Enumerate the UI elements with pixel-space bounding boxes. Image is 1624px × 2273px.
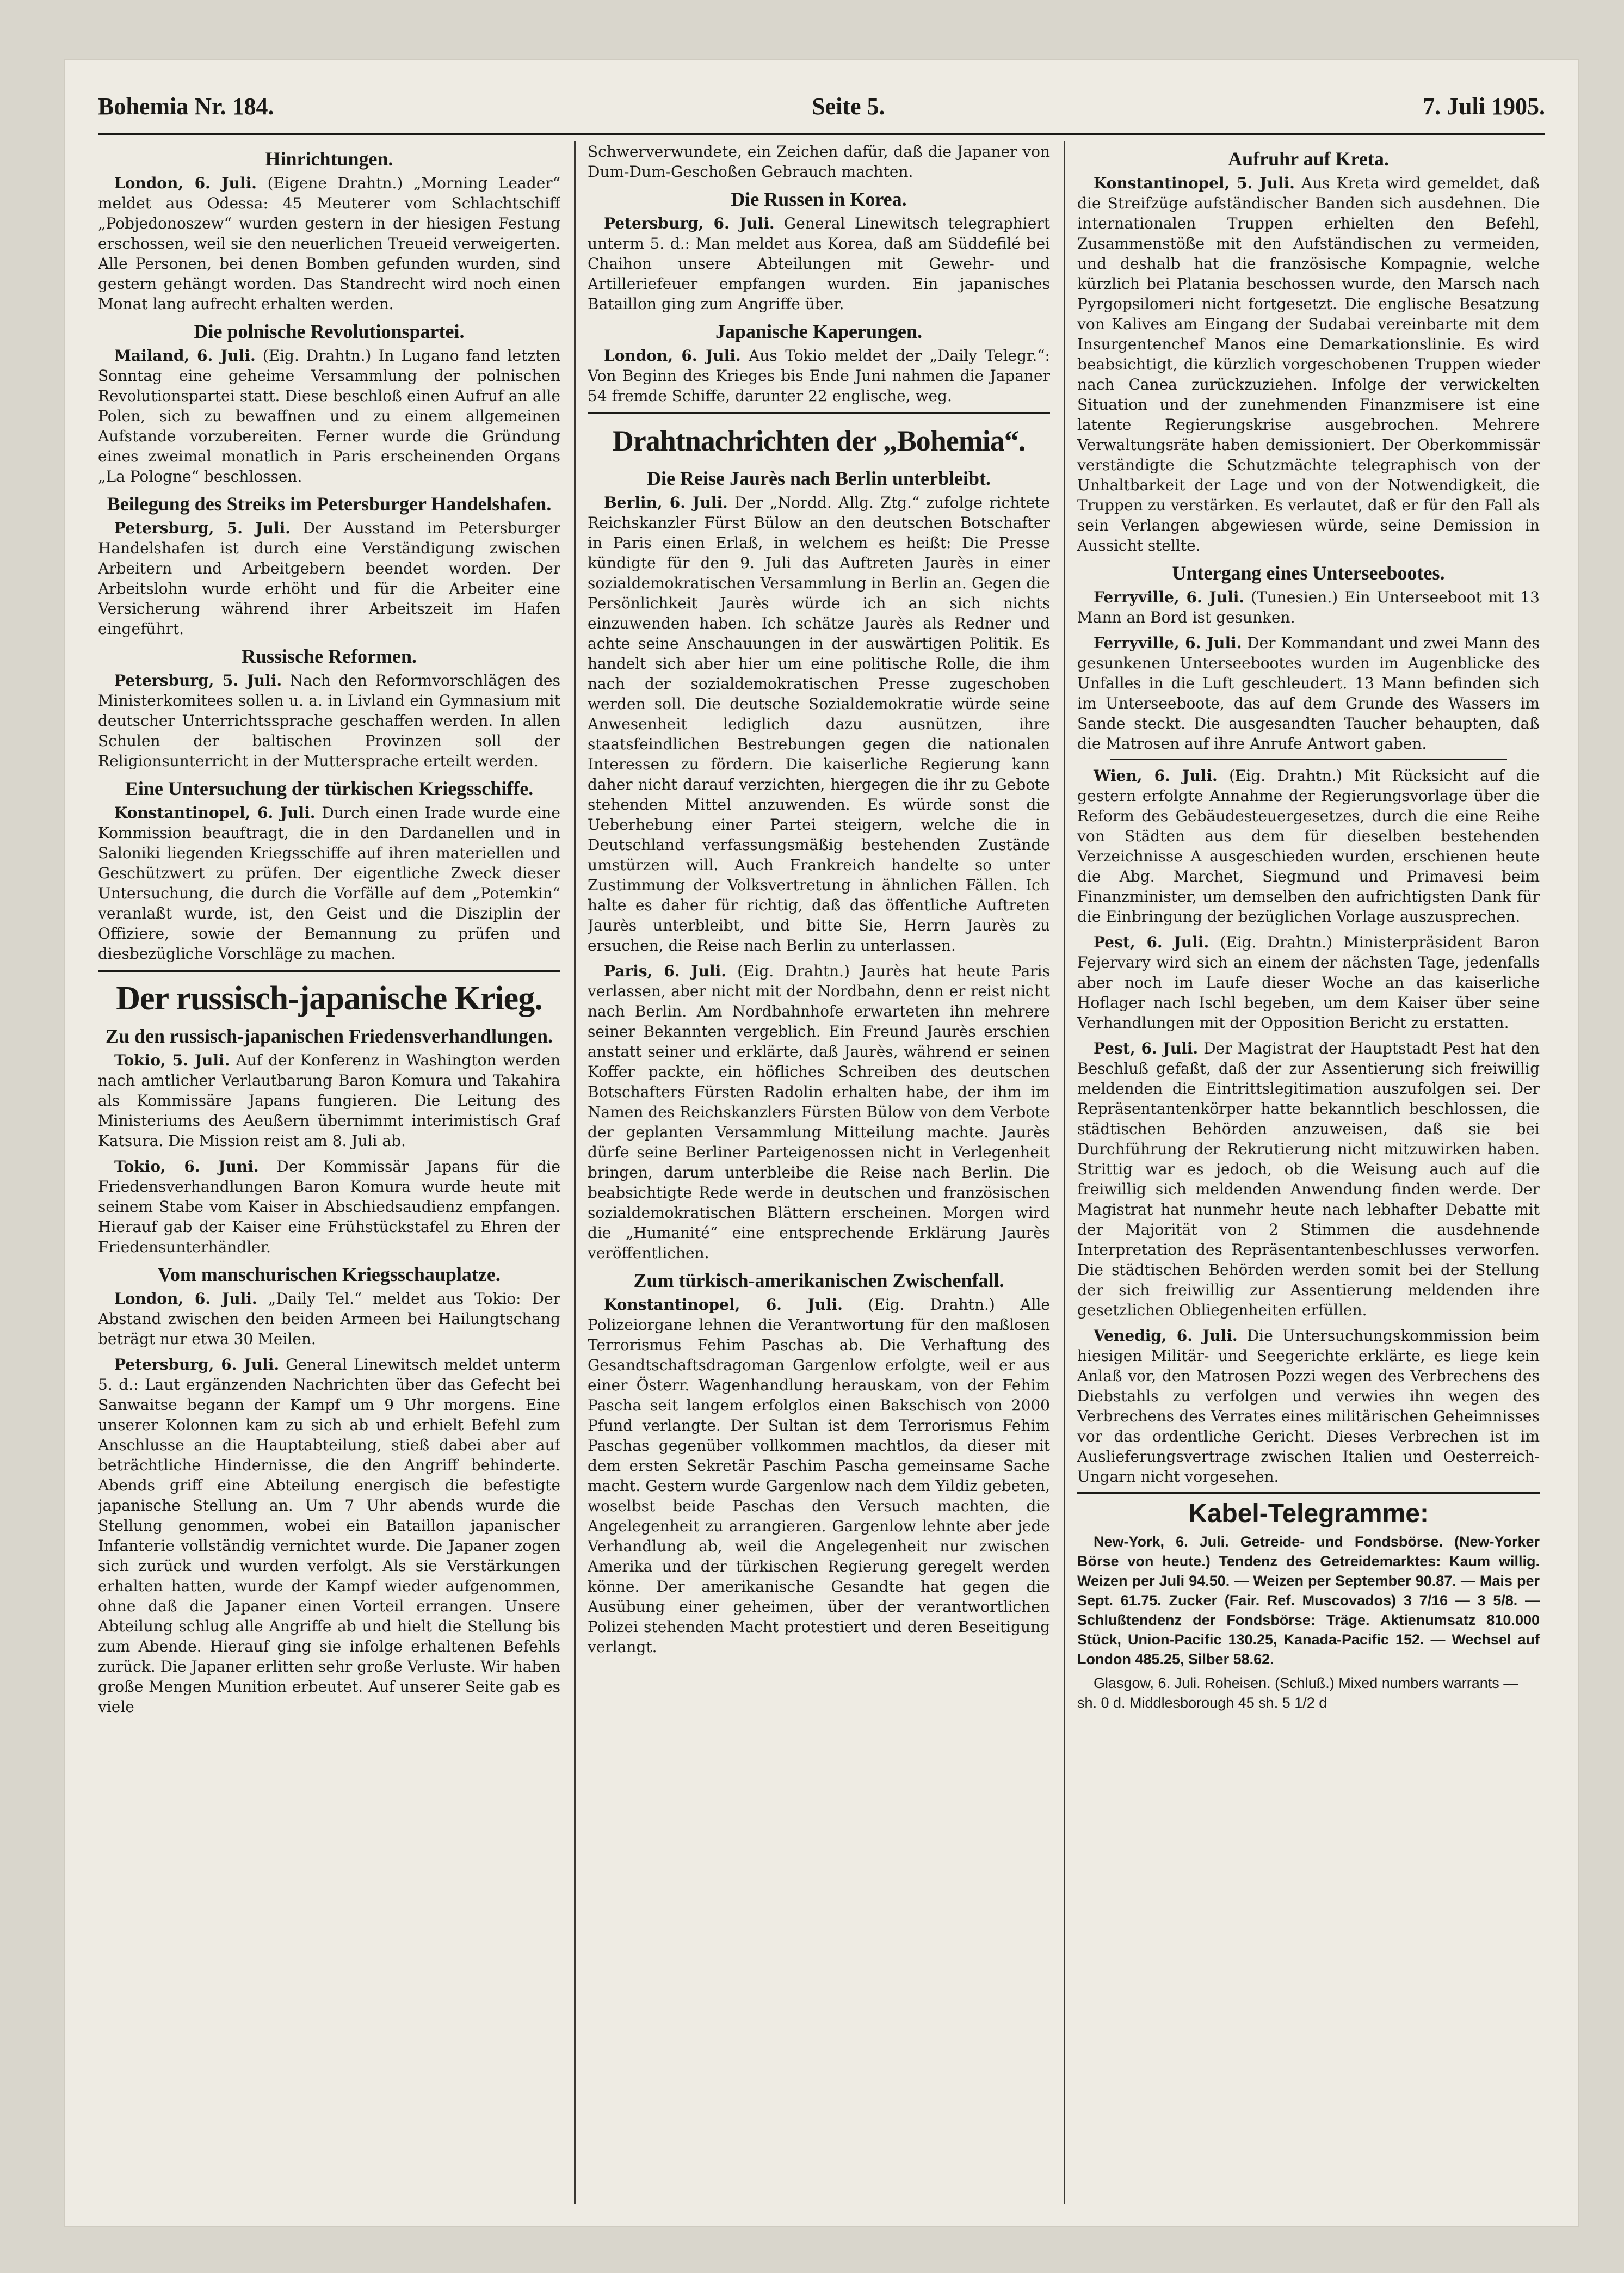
dateline: Pest, 6. Juli. (1094, 933, 1209, 951)
dateline: Berlin, 6. Juli. (604, 494, 728, 512)
article-headline: Beilegung des Streiks im Petersburger Handelshafen. (107, 493, 552, 515)
article-headline: Die Reise Jaurès nach Berlin unterbleibt. (647, 467, 991, 489)
article-body (1077, 1326, 1540, 1487)
article-headline: Aufruhr auf Kreta. (1228, 148, 1389, 170)
article-body (98, 173, 560, 314)
article-text: Der Kommissär Japans für die Friedensverhandlungen Baron Komura wurde heute mit seinem Stabe vom Kaiser in Abschiedsaudienz empfangen. Hierauf gab der Kaiser eine Frühstückstafel zu Ehren der Friedensunterhändler. (98, 1157, 560, 1256)
article-headline: Hinrichtungen. (265, 148, 393, 170)
dateline: Pest, 6. Juli. (1094, 1039, 1199, 1057)
article-text: Aus Tokio meldet der „Daily Telegr.“: Von Beginn des Krieges bis Ende Juni nahmen die Japaner 54 fremde Schiffe, darunter 22 englische, weg. (588, 347, 1050, 405)
article-text: Der Ausstand im Petersburger Handelshafen ist durch eine Verständigung zwischen Arbeitern und Arbeitgebern beendet worden. Der Arbeitslohn wurde erhöht und für die Arbeiter eine Versicherung während ihrer Arbeitszeit im Hafen eingeführt. (98, 519, 560, 638)
header-rule (98, 133, 1545, 135)
section-rule (588, 412, 1050, 414)
cable-telegram: Glasgow, 6. Juli. Roheisen. (Schluß.) Mixed numbers warrants — sh. 0 d. Middlesborough 45 sh. 5 1/2 d (1077, 1675, 1518, 1711)
article-text: „Daily Tel.“ meldet aus Tokio: Der Abstand zwischen den beiden Armeen bei Hailungtschang beträgt nur etwa 30 Meilen. (98, 1290, 560, 1348)
dateline: Tokio, 5. Juli. (114, 1051, 230, 1069)
column-3 (1077, 141, 1540, 2204)
dateline: London, 6. Juli. (604, 347, 741, 365)
dateline: Konstantinopel, 6. Juli. (114, 804, 316, 822)
dateline: Wien, 6. Juli. (1094, 767, 1218, 785)
column-divider (574, 141, 576, 2204)
article-headline: Untergang eines Unterseebootes. (1172, 562, 1445, 584)
article-headline: Japanische Kaperungen. (715, 321, 923, 342)
dateline: Tokio, 6. Juni. (114, 1157, 259, 1175)
article-text: General Linewitsch telegraphiert unterm 5. d.: Man meldet aus Korea, daß am Süddefilé bei Chaihon unsere Abteilungen mit Gewehr- und Artilleriefeuer empfangen wurden. Ein japanisches Bataillon ging zum Angriffe über. (588, 214, 1050, 313)
header-issue: Bohemia Nr. 184. (98, 93, 274, 120)
dateline: Petersburg, 5. Juli. (114, 519, 291, 537)
section-title: Der russisch-japanische Krieg. (116, 980, 542, 1017)
article-text: Aus Kreta wird gemeldet, daß die Streifzüge aufständischer Banden sich ausdehnen. Die internationalen Truppen erhielten den Befehl, Zusammenstöße mit den Aufständischen zu vermeiden, und deshalb hat die französische Kompagnie, welche kürzlich bei Platania beschossen wurde, den Marsch nach Pyrgopsilomeri nicht fortgesetzt. Die englische Besatzung von Kalives am Eingang der Sudabai vereinbarte mit dem Insurgentenchef Manos eine Demarkationslinie. Es wird beabsichtigt, die kürzlich vorgeschobenen Truppen wieder nach Canea zurückzuziehen. Infolge der verwickelten Situation und der zunehmenden Finanzmisere ist eine latente Regierungskrise ausgebrochen. Mehrere Verwaltungsräte haben demissioniert. Der Oberkommissär verständigte die Schutzmächte telegraphisch von der Unhaltbarkeit der Lage und von der Notwendigkeit, die Truppen zu verstärken. Es verlautet, daß er für den Fall als sein Verlangen abgewiesen würde, seine Demission in Aussicht stellte. (1077, 174, 1540, 555)
article-text: (Eig. Drahtn.) Alle Polizeiorgane lehnen die Verantwortung für den maßlosen Terrorismus Fehim Paschas ab. Die Verhaftung des Gesandtschaftsdragoman Gargenlow erfolgte, weil er aus einer Österr. Wagenhandlung herauskam, von der Fehim Pascha seit langem erfolglos einen Bakschisch von 2000 Pfund verlangte. Der Sultan ist dem Terrorismus Fehim Paschas gegenüber vollkommen machtlos, da dieser mit dem ersten Sekretär Paschim Pascha gemeinsame Sache macht. Gestern wurde Gargenlow nach dem Yildiz gebeten, woselbst beide Paschas den Versuch machten, die Angelegenheit zu arrangieren. Gargenlow lehnte aber jede Verhandlung ab, weil die Angelegenheit nur zwischen Amerika und der türkischen Regierung geregelt werden könne. Der amerikanische Gesandte hat gegen die Ausübung einer geheimen, über der verantwortlichen Polizei stehenden Macht protestiert und deren Beseitigung verlangt. (588, 1296, 1050, 1656)
article-body (98, 346, 560, 486)
article-text: General Linewitsch meldet unterm 5. d.: Laut ergänzenden Nachrichten über das Gefecht bei Sanwaitse begann der Kampf um 9 Uhr morgens. Eine unserer Kolonnen kam zu sich ab und erhielt Befehl zum Anschlusse an die Hauptabteilung, stieß dabei aber auf beträchtliche Hindernisse, die den Angriff behinderte. Abends griff eine Abteilung energisch die befestigte japanische Stellung an. Um 7 Uhr abends wurde die Stellung genommen, wobei ein Bataillon japanischer Infanterie vollständig vernichtet wurde. Die Japaner zogen sich zurück und wurden verfolgt. Als sie Verstärkungen erhalten hatten, wurde der Kampf wieder aufgenommen, ohne daß die Japaner einen Vorteil errangen. Unsere Abteilung schlug alle Angriffe ab und hielt die Stellung bis zum Abende. Hierauf ging sie infolge erhaltenen Befehls zurück. Die Japaner erlitten sehr große Verluste. Wir haben große Mengen Munition erbeutet. Auf unserer Seite gab es viele (98, 1356, 560, 1716)
column-divider (1064, 141, 1065, 2204)
article-body (1077, 932, 1540, 1033)
dateline: Petersburg, 6. Juli. (114, 1356, 280, 1373)
article-text: (Eig. Drahtn.) Jaurès hat heute Paris verlassen, aber nicht mit der Nordbahn, denn er reist nicht nach Berlin. Am Nordbahnhofe erwarteten ihn mehrere seiner Bekannten vergeblich. Ein Freund Jaurès erschien anstatt seiner und erklärte, daß Jaurès, während er seinen Koffer packte, ein höfliches Schreiben des deutschen Botschafters Fürsten Radolin erhalten habe, der ihm im Namen des Reichskanzlers Fürsten Bülow von dem Verbote der geplanten Versammlung Mitteilung machte. Jaurès dürfe seine Berliner Parteigenossen nicht in Verlegenheit bringen, darum unterbleibe die Reise nach Berlin. Die beabsichtigte Rede werde in deutschen und französischen sozialdemokratischen Blättern erscheinen. Morgen wird die „Humanité“ eine entsprechende Erklärung Jaurès veröffentlichen. (588, 962, 1050, 1262)
article-headline: Eine Untersuchung der türkischen Kriegsschiffe. (125, 778, 534, 799)
dateline: Ferryville, 6. Juli. (1094, 634, 1242, 652)
article-body (98, 670, 560, 771)
article-text: (Eig. Drahtn.) In Lugano fand letzten Sonntag eine geheime Versammlung der polnischen Revolutionspartei statt. Diese beschloß einen Aufruf an alle Polen, sich zu bewaffnen und zu einem allgemeinen Aufstande vorzubereiten. Ferner wurde die Gründung eines zweimal monatlich in Paris erscheinenden Organs „La Pologne“ beschlossen. (98, 347, 560, 485)
dateline: Petersburg, 6. Juli. (604, 214, 775, 232)
short-rule (1110, 759, 1507, 760)
header-date: 7. Juli 1905. (1423, 93, 1545, 120)
dateline: Konstantinopel, 5. Juli. (1094, 174, 1295, 192)
dateline: Mailand, 6. Juli. (114, 347, 256, 365)
article-body (98, 518, 560, 639)
article-body (1077, 587, 1540, 627)
dateline: London, 6. Juli. (114, 174, 257, 192)
article-text: (Eig. Drahtn.) Ministerpräsident Baron Fejervary wird sich an einem der nächsten Tage, jedenfalls aber noch im Laufe dieser Woche an das kaiserliche Hoflager nach Ischl begeben, um dem Kaiser über seine Verhandlungen mit der Opposition Bericht zu erstatten. (1077, 933, 1540, 1032)
article-body (588, 1295, 1050, 1657)
article-body (1077, 1038, 1540, 1320)
article-headline: Die polnische Revolutionspartei. (194, 321, 465, 342)
page-header (98, 82, 1545, 131)
cable-telegrams-title: Kabel-Telegramme: (1077, 1492, 1540, 1529)
article-text: Der Magistrat der Hauptstadt Pest hat den Beschluß gefaßt, daß der zur Assentierung sich freiwillig meldenden die Eintrittslegitimation auszufolgen sei. Der Repräsentantenkörper hatte bekanntlich beschlossen, die städtischen Behörden anzuweisen, daß sie bei Durchführung der Rekrutierung nicht mitzuwirken haben. Strittig war es jedoch, ob die Weisung auch auf die freiwillig sich meldenden Anwendung finden werde. Der Magistrat hat nunmehr heute nach lebhafter Debatte mit der Majorität von 2 Stimmen die ausdehnende Interpretation des Repräsentantenbeschlusses verworfen. Die städtischen Behörden werden somit bei der Stellung der sich freiwillig zur Assentierung meldenden ihre gesetzlichen Obliegenheiten erfüllen. (1077, 1039, 1540, 1319)
article-body (1077, 766, 1540, 927)
article-headline: Die Russen in Korea. (731, 188, 907, 210)
section-title: Drahtnachrichten der „Bohemia“. (612, 424, 1026, 457)
article-body (1077, 173, 1540, 556)
article-text: (Eigene Drahtn.) „Morning Leader“ meldet aus Odessa: 45 Meuterer vom Schlachtschiff „Pobjedonoszew“ wurden gestern in der hiesigen Festung erschossen, weil sie den neuerlichen Treueid verweigerten. Alle Personen, bei denen Bomben gefunden wurden, sind gestern gehängt worden. Das Standrecht wird noch einen Monat lang aufrecht erhalten werden. (98, 174, 560, 313)
article-body (98, 1289, 560, 1349)
column-1 (98, 141, 560, 2204)
article-body (98, 803, 560, 964)
newspaper-page (65, 60, 1578, 2226)
article-headline: Russische Reformen. (242, 645, 417, 667)
article-text: Durch einen Irade wurde eine Kommission beauftragt, die in den Dardanellen und in Saloniki liegenden Kriegsschiffe auf ihren materiellen und Geschützwert zu prüfen. Der eigentliche Zweck dieser Untersuchung, die durch die Vorfälle auf dem „Potemkin“ veranlaßt wurde, ist, den Geist und die Disziplin der Offiziere, sowie der Bemannung zu prüfen und diesbezügliche Vorschläge zu machen. (98, 804, 560, 963)
dateline: Venedig, 6. Juli. (1094, 1327, 1238, 1345)
article-body (98, 1354, 560, 1717)
article-body: Schwerverwundete, ein Zeichen dafür, daß die Japaner von Dum-Dum-Geschoßen Gebrauch machten. (588, 143, 1050, 181)
article-text: Die Untersuchungskommission beim hiesigen Militär- und Seegerichte erklärte, es liege kein Anlaß vor, den Matrosen Pozzi wegen des Verbrechens des Diebstahls zu verfolgen und verwies ihn wegen des Verbrechens des Verrates eines militärischen Geheimnisses vor das ordentliche Gericht. Dieses Verbrechen ist im Auslieferungsvertrage zwischen Italien und Oesterreich-Ungarn nicht vorgesehen. (1077, 1327, 1540, 1486)
article-body (588, 492, 1050, 956)
dateline: Paris, 6. Juli. (604, 962, 727, 980)
header-page-number: Seite 5. (812, 93, 885, 120)
article-text: (Eig. Drahtn.) Mit Rücksicht auf die gestern erfolgte Annahme der Regierungsvorlage über die Reform des Gebäudesteuergesetzes, durch die eine Reihe von Städten aus dem für dieselben bestehenden Verzeichnisse A ausgeschieden wurden, erschienen heute die Abg. Marchet, Siegmund und Primavesi beim Finanzminister, um demselben den aufrichtigsten Dank für die Einbringung der bezüglichen Vorlage auszusprechen. (1077, 767, 1540, 926)
dateline: London, 6. Juli. (114, 1290, 257, 1308)
cable-telegram: New-York, 6. Juli. Getreide- und Fondsbörse. (New-Yorker Börse von heute.) Tendenz des Getreidemarktes: Kaum willig. Weizen per Juli 94.50. — Weizen per September 90.87. — Mais per Sept. 61.75. Zucker (Fair. Ref. Muscovados) 3 7/16 — 3 5/8. — Schlußtendenz der Fondsbörse: Träge. Aktienumsatz 810.000 Stück, Union-Pacific 130.25, Kanada-Pacific 152. — Wechsel auf London 485.25, Silber 58.62. (1077, 1533, 1540, 1667)
column-2 (588, 141, 1050, 2204)
article-text: (Tunesien.) Ein Unterseeboot mit 13 Mann an Bord ist gesunken. (1077, 588, 1540, 626)
article-text: Der „Nordd. Allg. Ztg.“ zufolge richtete Reichskanzler Fürst Bülow an den deutschen Botschafter in Paris einen Erlaß, in welchem es heißt: Die Presse kündigte für den 9. Juli das Auftreten Jaurès in einer sozialdemokratischen Versammlung in Berlin an. Gegen die Persönlichkeit Jaurès würde ich an sich nichts einzuwenden haben. Ich schätze Jaurès als Redner und achte seine Anschauungen in der auswärtigen Politik. Es handelt sich aber hier um eine politische Rolle, die ihm nach der sozialdemokratischen Presse zugeschoben werden soll. Die deutsche Sozialdemokratie würde seine Anwesenheit lediglich dazu ausnützen, ihre staatsfeindlichen Bestrebungen gegen die nationalen Interessen zu fördern. Die kaiserliche Regierung kann daher nicht darauf verzichten, hiergegen die ihr zu Gebote stehenden Mittel anzuwenden. Es würde sonst die Ueberhebung einer Partei steigern, welche die in Deutschland verfassungsmäßig bestehenden Zustände umstürzen will. Auch Frankreich handelte so unter Zustimmung der Volksvertretung in ähnlichen Fällen. Ich halte es daher für richtig, daß das öffentliche Auftreten Jaurès unterbleibt, und bitte Sie, Herrn Jaurès zu ersuchen, die Reise nach Berlin zu unterlassen. (588, 494, 1050, 954)
article-headline: Zum türkisch-amerikanischen Zwischenfall. (633, 1270, 1004, 1291)
article-text: Der Kommandant und zwei Mann des gesunkenen Unterseebootes wurden im Augenblicke des Unfalles in die Luft geschleudert. 13 Mann befinden sich im Unterseeboote, das auf dem Grunde des Wassers im Sande steckt. Die ausgesandten Taucher behaupten, daß die Matrosen auf ihre Anrufe Antwort gaben. (1077, 634, 1540, 753)
article-headline: Vom manschurischen Kriegsschauplatze. (158, 1264, 501, 1285)
article-body (1077, 633, 1540, 754)
dateline: Petersburg, 5. Juli. (114, 672, 282, 689)
article-headline: Zu den russisch-japanischen Friedensverhandlungen. (105, 1025, 553, 1047)
section-rule (98, 970, 560, 972)
dateline: Konstantinopel, 6. Juli. (604, 1296, 843, 1314)
article-body (588, 213, 1050, 314)
article-body (588, 961, 1050, 1263)
article-text: Nach den Reformvorschlägen des Ministerkomitees sollen u. a. in Livland ein Gymnasium mit deutscher Unterrichtssprache geschaffen werden. In allen Schulen der baltischen Provinzen soll der Religionsunterricht in der Muttersprache erteilt werden. (98, 672, 560, 770)
article-body (98, 1156, 560, 1257)
article-body (588, 346, 1050, 406)
article-text: Auf der Konferenz in Washington werden nach amtlicher Verlautbarung Baron Komura und Takahira als Kommissäre Japans fungieren. Die Leitung des Ministeriums des Aeußern übernimmt interimistisch Graf Katsura. Die Mission reist am 8. Juli ab. (98, 1051, 560, 1150)
dateline: Ferryville, 6. Juli. (1094, 588, 1245, 606)
article-body (98, 1050, 560, 1151)
